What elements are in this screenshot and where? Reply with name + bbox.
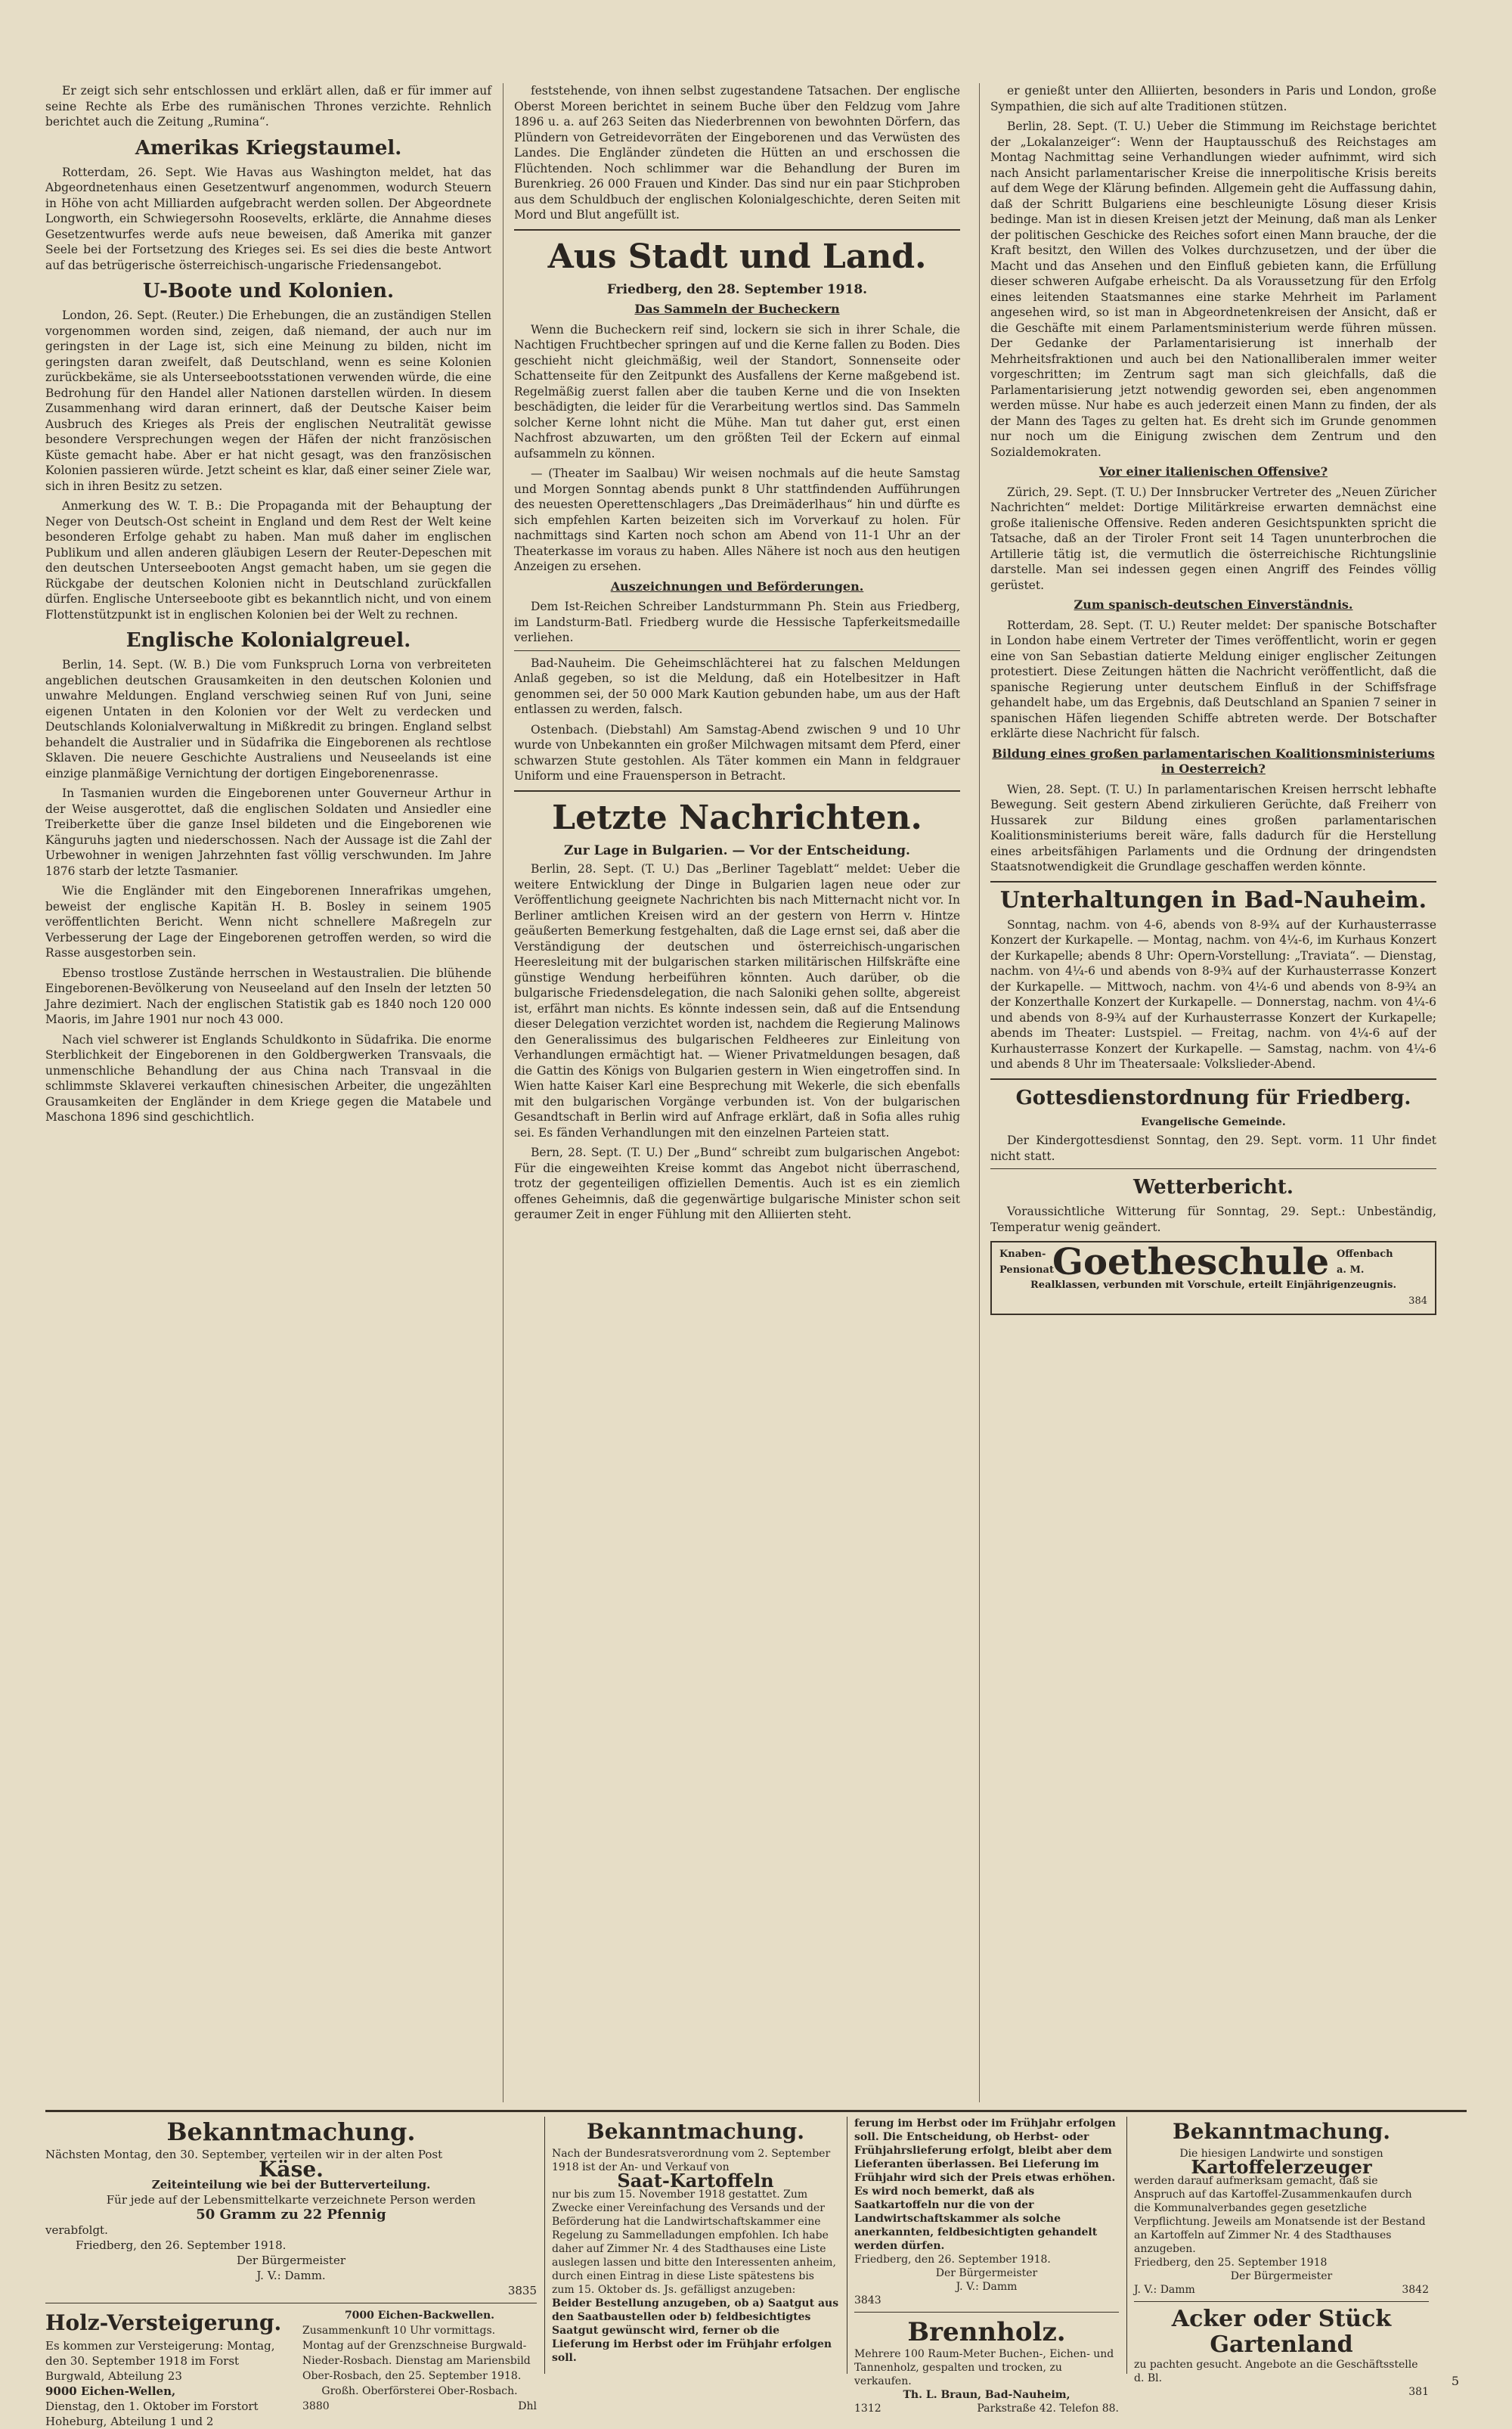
- article-text: — (Theater im Saalbau) Wir weisen nochmals auf die heute Samstag und Morgen Sonntag abends punkt 8 Uhr stattfindenden Aufführungen des neuesten Operettenschlagers „Das Dreimäderlhaus“ hin und dürfte es sich empfehlen Karten beizeiten sich im Vorverkauf zu holen. Für nachmittags sind Karten noch schon am Abend von 11-1 Uhr an der Theaterkasse im voraus zu haben. Alles Nähere ist noch aus den heutigen Anzeigen zu ersehen.: [514, 467, 960, 573]
- ad-text: zu pachten gesucht. Angebote an die Geschäftsstelle d. Bl.: [1134, 2359, 1418, 2384]
- ad-signature: J. V.: Damm.: [256, 2269, 326, 2282]
- subheading: Zur Lage in Bulgarien. — Vor der Entscheidung.: [564, 842, 910, 858]
- ad-backwellen: [302, 2308, 537, 2429]
- divider: [1134, 2301, 1429, 2302]
- ad-text: Zeiteinteilung wie bei der Butterverteilung.: [151, 2178, 431, 2192]
- article-text: Er zeigt sich sehr entschlossen und erklärt allen, daß er für immer auf seine Rechte als Erbe des rumänischen Thrones verzichte. Rehnlich berichtet auch die Zeitung „Rumina“.: [45, 84, 491, 129]
- ad-text: verabfolgt.: [45, 2223, 108, 2237]
- column-2: [514, 83, 960, 1227]
- headline-u-boote: U-Boote und Kolonien.: [142, 280, 395, 302]
- ad-date: Friedberg, den 25. September 1918: [1134, 2257, 1328, 2269]
- ad-signature: Großh. Oberförsterei Ober-Rosbach.: [321, 2385, 518, 2397]
- headline-letzte-nachrichten: Letzte Nachrichten.: [552, 798, 922, 837]
- article-text: Rotterdam, 26. Sept. Wie Havas aus Washington meldet, hat das Abgeordnetenhaus einen Gesetzentwurf angenommen, wodurch Steuern in Höhe von acht Milliarden aufgebracht werden sollen. Der Abgeordnete Longworth, ein Schwiegersohn Roosevelts, erklärte, die Annahme dieses Gesetzentwurfes werde aufs neue beweisen, daß Amerika mit ganzer Seele bei der Fortsetzung des Krieges sei. Es sei dies die beste Antwort auf das betrügerische österreichisch-ungarische Friedensangebot.: [45, 165, 491, 272]
- article-text: Wenn die Bucheckern reif sind, lockern sie sich in ihrer Schale, die Nachtigen Fruchtbecher springen auf und die Kerne fallen zu Boden. Dies geschieht nicht gleichmäßig, weil der Standort, Sonnenseite oder Schattenseite für den Zeitpunkt des Ausfallens der Kerne maßgebend ist. Regelmäßig zuerst fallen aber die tauben Kerne und die von Insekten beschädigten, die leider für die Verarbeitung wertlos sind. Das Sammeln solcher Kerne lohnt nicht die Mühe. Man tut daher gut, erst einen Nachfrost abzuwarten, um den größten Teil der Eckern auf einmal aufsammeln zu können.: [514, 322, 960, 461]
- ad-signature: Der Bürgermeister: [935, 2267, 1038, 2279]
- article-text: Der Kindergottesdienst Sonntag, den 29. Sept. vorm. 11 Uhr findet nicht statt.: [990, 1134, 1436, 1163]
- divider: [990, 1168, 1436, 1169]
- subheading: Zum spanisch-deutschen Einverständnis.: [1074, 597, 1353, 612]
- subheading: Auszeichnungen und Beförderungen.: [610, 579, 864, 594]
- divider: [990, 881, 1436, 883]
- dateline: Friedberg, den 28. September 1918.: [606, 281, 868, 297]
- divider: [990, 1078, 1436, 1080]
- ad-title: Bekanntmachung.: [1173, 2119, 1390, 2144]
- subheading: Bildung eines großen parlamentarischen Koalitionsministeriums in Oesterreich?: [992, 746, 1435, 776]
- ad-rule: [1126, 2117, 1127, 2374]
- page-number: 5: [1451, 2374, 1459, 2388]
- column-rule: [979, 83, 980, 2102]
- ad-signature: J. V.: Damm: [956, 2281, 1018, 2293]
- ad-title: Saat-Kartoffeln: [617, 2170, 774, 2192]
- article-text: Ebenso trostlose Zustände herrschen in Westaustralien. Die blühende Eingeborenen-Bevölkerung von Neuseeland auf den Inseln der letzten 50 Jahre dezimiert. Nach der englischen Statistik gab es 1840 noch 120 000 Maoris, im Jahre 1901 nur noch 43 000.: [45, 966, 491, 1026]
- article-text: Zürich, 29. Sept. (T. U.) Der Innsbrucker Vertreter des „Neuen Züricher Nachrichten“ meldet: Dortige Militärkreise erwarten demnächst eine große italienische Offensive. Reden anderen Gesichtspunkten spricht die Tatsache, daß an der Tiroler Front seit 14 Tagen ununterbrochen die Artillerie tätig ist, die vermutlich die österreichische Richtungslinie darstelle. Man sei indessen gegen einen Angriff des Feindes völlig gerüstet.: [990, 485, 1436, 592]
- ad-text: 50 Gramm zu 22 Pfennig: [196, 2207, 386, 2223]
- ad-number: 381: [1408, 2386, 1429, 2398]
- ad-address: Parkstraße 42. Telefon 88.: [977, 2403, 1119, 2415]
- article-text: feststehende, von ihnen selbst zugestandene Tatsachen. Der englische Oberst Moreen berichtet in seinem Buche über den Feldzug vom Jahre 1896 u. a. auf 263 Seiten das Niederbrennen von bewohnten Dörfern, das Plündern von Getreidevorräten der Eingeborenen und das Verwüsten des Landes. Die Engländer zündeten die Hütten an und erschossen die Flüchtenden. Noch schlimmer war die Behandlung der Buren im Burenkrieg. 26 000 Frauen und Kinder. Das sind nur ein paar Stichproben aus dem Schuldbuch der englischen Kolonialgeschichte, deren Seiten mit Mord und Blut angefüllt ist.: [514, 84, 960, 222]
- article-text: Nach viel schwerer ist Englands Schuldkonto in Südafrika. Die enorme Sterblichkeit der Eingeborenen in den Goldbergwerken Transvaals, die unmenschliche Behandlung der aus China nach Transvaal in die schlimmste Sklaverei verkauften chinesischen Arbeiter, die ungezählten Grausamkeiten der Engländer in dem Kriege gegen die Matabele und Maschona 1896 sind geschichtlich.: [45, 1032, 491, 1124]
- ad-signature: J. V.: Damm: [1134, 2284, 1195, 2296]
- divider: [514, 790, 960, 792]
- article-text: London, 26. Sept. (Reuter.) Die Erhebungen, die an zuständigen Stellen vorgenommen worden sind, zeigen, daß niemand, der auch nur im geringsten in der Lage ist, sich eine Meinung zu bilden, nicht im geringsten daran zweifelt, daß Deutschland, wenn es seine Kolonien zurückbekäme, sie als Unterseebootsstationen verwenden würde, die eine Bedrohung für den Handel aller Nationen darstellen würden. In diesem Zusammenhang wird daran erinnert, daß der Deutsche Kaiser beim Ausbruch des Krieges als Preis der englischen Neutralität gewisse besondere Versprechungen wegen der Häfen der nicht französischen Küste gemacht habe. Aber er hat nicht gesagt, was den französischen Kolonien passieren würde. Jetzt scheint es klar, daß einer seiner Ziele war, sich in ihren Besitz zu setzen.: [45, 309, 491, 493]
- ad-number: 384: [1408, 1295, 1427, 1307]
- ad-number: 3880: [302, 2400, 330, 2412]
- headline-aus-stadt-und-land: Aus Stadt und Land.: [547, 237, 927, 276]
- ad-kartoffelerzeuger: [1134, 2117, 1429, 2399]
- ad-label: Knaben-Pensionat: [999, 1249, 1054, 1276]
- headline-wetterbericht: Wetterbericht.: [1133, 1176, 1294, 1199]
- ad-signature: Der Bürgermeister: [236, 2254, 346, 2267]
- article-text: Berlin, 14. Sept. (W. B.) Die vom Funkspruch Lorna von verbreiteten angeblichen deutschen Grausamkeiten in den deutschen Kolonien und unwahre Meldungen. England verschwieg seinen Ruf von Juni, seine eigenen Untaten in den Kolonien vor der Welt zu verdecken und Deutschlands Kolonialverwaltung in Mißkredit zu bringen. England selbst behandelt die Australier und in Südafrika die Eingeborenen als rechtlose Sklaven. Die neuere Geschichte Australiens und Neuseelands ist eine einzige planmäßige Vernichtung der dortigen Eingeborenenrasse.: [45, 658, 491, 780]
- ad-number: 1312: [854, 2403, 881, 2415]
- ad-text: Es kommen zur Versteigerung: Montag, den 30. September 1918 im Forst Burgwald, Abteilung 23: [45, 2339, 275, 2383]
- article-text: Voraussichtliche Witterung für Sonntag, 29. Sept.: Unbeständig, Temperatur wenig geändert.: [990, 1205, 1436, 1234]
- article-text: In Tasmanien wurden die Eingeborenen unter Gouverneur Arthur in der Weise ausgerottet, daß die englischen Soldaten und Ansiedler eine Treiberkette über die ganze Insel bildeten und die Eingeborenen wie Känguruhs jagten und niederschossen. Nach der Aussage ist die Zahl der Urbewohner in wenigen Jahrzehnten fast völlig verschwunden. Im Jahre 1876 starb der letzte Tasmanier.: [45, 786, 491, 878]
- ad-title: Kartoffelerzeuger: [1191, 2156, 1372, 2178]
- ad-text: ferung im Herbst oder im Frühjahr erfolgen soll. Die Entscheidung, ob Herbst- oder Frühjahrslieferung erfolgt, bleibt aber dem Lieferanten überlassen. Bei Lieferung im Frühjahr wird sich der Preis etwas erhöhen. Es wird noch bemerkt, daß als Saatkartoffeln nur die von der Landwirtschaftskammer als solche anerkannten, feldbesichtigten gehandelt werden dürfen.: [854, 2117, 1116, 2252]
- ad-text: Nach der Bundesratsverordnung vom 2. September 1918 ist der An- und Verkauf von: [552, 2148, 831, 2173]
- ad-title: Bekanntmachung.: [587, 2119, 804, 2144]
- article-text: Berlin, 28. Sept. (T. U.) Ueber die Stimmung im Reichstage berichtet der „Lokalanzeiger“: Wenn der Hauptausschuß des Reichstages am Montag Nachmittag seine Verhandlungen wieder aufnimmt, wird sich nach Ansicht parlamentarischer Kreise die innerpolitische Krisis bereits auf dem Wege der Klärung befinden. Allgemein geht die Auffassung dahin, daß der Schritt Bulgariens eine beschleunigte Lösung dieser Krisis bedinge. Man ist in diesen Kreisen jetzt der Meinung, daß man als Lenker der politischen Geschicke des Reiches sofort einen Mann brauche, der die Kraft besitzt, den Willen des Volkes durchzusetzen, und der über die Macht und das Ansehen und den Einfluß gebieten kann, die Erfüllung dieser schweren Aufgabe erheischt. Da als Voraussetzung für den Erfolg eines leitenden Staatsmannes eine starke Mehrheit im Parlament angesehen wird, so ist man in Abgeordnetenkreisen der Ansicht, daß er die Geschäfte mit einem Parlamentsministerium werde führen müssen. Der Gedanke der Parlamentarisierung ist innerhalb der Mehrheitsfraktionen und auch bei den Nationalliberalen immer weiter vorgeschritten; im Zentrum sagt man sich gleichfalls, daß die Parlamentarisierung jetzt notwendig geworden sei, eben angenommen werden müsse. Nur habe es auch jederzeit einen Mann zu finden, der als der Mann des Tages zu gelten hat. Es dreht sich im Grunde genommen nur noch um die Einigung zwischen dem Zentrum und den Sozialdemokraten.: [990, 119, 1436, 459]
- ad-title: Bekanntmachung.: [166, 2117, 416, 2146]
- ad-number: 3835: [507, 2284, 537, 2297]
- ad-text: Realklassen, verbunden mit Vorschule, erteilt Einjährigenzeugnis.: [1030, 1280, 1396, 1291]
- article-text: Ostenbach. (Diebstahl) Am Samstag-Abend zwischen 9 und 10 Uhr wurde von Unbekannten ein großer Milchwagen mitsamt dem Pferd, einer schwarzen Stute gestohlen. Als Täter kommen ein Mann in feldgrauer Uniform und eine Frauensperson in Betracht.: [514, 722, 960, 783]
- ad-title: Goetheschule: [1052, 1241, 1329, 1284]
- article-text: Wien, 28. Sept. (T. U.) In parlamentarischen Kreisen herrscht lebhafte Bewegung. Seit gestern Abend zirkulieren Gerüchte, daß Freiherr von Hussarek zur Bildung eines großen parlamentarischen Koalitionsministeriums bereit wäre, falls dadurch für die Herstellung eines arbeitsfähigen Parlaments und die Ordnung der dringendsten Staatsnotwendigkeit die Grundlage geschaffen werden könnte.: [990, 782, 1436, 873]
- goetheschule-ad: [990, 1241, 1436, 1315]
- divider: [514, 650, 960, 651]
- article-text: Anmerkung des W. T. B.: Die Propaganda mit der Behauptung der Neger von Deutsch-Ost scheint in England und dem Rest der Welt keine besonderen Erfolge gehabt zu haben. Man muß daher im englischen Publikum und allen anderen gläubigen Lesern der Reuter-Depeschen mit den deutschen Unterseebooten Angst gemacht haben, um sie gegen die Rückgabe der deutschen Kolonien nicht in Deutschland zurückfallen dürfen. Englische Unterseeboote gibt es bekanntlich nicht, und von einem Flottenstützpunkt ist in englischen Kolonien bei der Welt zu rechnen.: [45, 499, 491, 622]
- ad-location: Offenbach a. M.: [1336, 1249, 1393, 1276]
- ad-text: 9000 Eichen-Wellen,: [45, 2384, 176, 2398]
- ad-text: nur bis zum 15. November 1918 gestattet. Zum Zwecke einer Vereinfachung des Versands und der Beförderung hat die Landwirtschaftskammer eine Regelung zu Sammelladungen empfohlen. Ich habe daher auf Zimmer Nr. 4 des Stadthauses eine Liste auslegen lassen und bitte den Interessenten anheim, durch einen Eintrag in diese Liste spätestens bis zum 15. Oktober ds. Js. gefälligst anzugeben:: [552, 2189, 836, 2296]
- advertisement-section: [45, 2110, 1467, 2428]
- ad-title: Acker oder Stück Gartenland: [1171, 2306, 1392, 2358]
- ad-number: 3842: [1402, 2284, 1429, 2296]
- ad-date: Friedberg, den 26. September 1918.: [854, 2254, 1051, 2266]
- ad-kaese: [45, 2117, 537, 2429]
- article-text: Dem Ist-Reichen Schreiber Landsturmmann Ph. Stein aus Friedberg, im Landsturm-Batl. Friedberg wurde die Hessische Tapferkeitsmedaille verliehen.: [514, 600, 960, 644]
- article-text: Rotterdam, 28. Sept. (T. U.) Reuter meldet: Der spanische Botschafter in London habe einem Vertreter der Times veröffentlicht, worin er gegen eine von San Sebastian datierte Meldung einiger englischer Zeitungen protestiert. Diese Zeitungen hätten die Nachricht veröffentlicht, daß die spanische Regierung unter deutschem Einfluß in der Schiffsfrage gehandelt habe, um das Ergebnis, daß Deutschland an Spanien 7 seiner in spanischen Häfen liegenden Schiffe abtreten werde. Der Botschafter erklärte diese Nachricht für falsch.: [990, 618, 1436, 740]
- ad-signature: Th. L. Braun, Bad-Nauheim,: [903, 2389, 1070, 2401]
- ad-text: werden darauf aufmerksam gemacht, daß sie Anspruch auf das Kartoffel-Zusammenkaufen durch die Kommunalverbandes gegen gesetzliche Verpflichtung. Jeweils am Monatsende ist der Bestand an Kartoffeln auf Zimmer Nr. 4 des Stadthauses anzugeben.: [1134, 2175, 1426, 2255]
- article-text: er genießt unter den Alliierten, besonders in Paris und London, große Sympathien, die sich auf alte Traditionen stützen.: [990, 84, 1436, 113]
- divider: [854, 2312, 1119, 2313]
- ad-text: Zusammenkunft 10 Uhr vormittags. Montag auf der Grenzschneise Burgwald-Nieder-Rosbach. Dienstag am Mariensbild: [302, 2325, 531, 2367]
- headline-amerikas-kriegstaumel: Amerikas Kriegstaumel.: [135, 136, 402, 160]
- ad-text: Mehrere 100 Raum-Meter Buchen-, Eichen- und Tannenholz, gespalten und trocken, zu verkaufen.: [854, 2348, 1114, 2387]
- ad-text: Dienstag, den 1. Oktober im Forstort Hoheburg, Abteilung 1 und 2: [45, 2400, 259, 2428]
- ad-text: Für jede auf der Lebensmittelkarte verzeichnete Person werden: [106, 2193, 476, 2207]
- article-text: Berlin, 28. Sept. (T. U.) Das „Berliner Tageblatt“ meldet: Ueber die weitere Entwicklung der Dinge in Bulgarien lagen neue oder zur Veröffentlichung geeignete Nachrichten bis nach Mitternacht nicht vor. In Berliner amtlichen Kreisen wird an der gestern von Herrn v. Hintze geäußerten Bemerkung festgehalten, daß die Lage ernst sei, daß aber die Verständigung der deutschen und österreichisch-ungarischen Heeresleitung mit der bulgarischen starken militärischen Hilfskräfte eine günstige Wendung herbeiführen könnten. Auch darüber, ob die bulgarische Friedensdelegation, die nach Saloniki gehen sollte, abgereist ist, erfährt man nichts. Es könnte indessen sein, daß auf die Entsendung dieser Delegation verzichtet worden ist, nachdem die Regierung Malinows den Generalissimus des bulgarischen Feldheeres zur Einleitung von Verhandlungen ermächtigt hat. — Wiener Privatmeldungen besagen, daß die Gattin des Königs von Bulgarien gestern in Wien eingetroffen sind. In Wien hatte Kaiser Karl eine Besprechung mit Wekerle, die sich ebenfalls mit den bulgarischen Vorgänge verbunden ist. Von der bulgarischen Gesandtschaft in Berlin wird auf Anfrage erklärt, daß in Sofia alles ruhig sei. Es fänden Verhandlungen mit den einzelnen Parteien statt.: [514, 862, 960, 1140]
- ad-saatkartoffeln: [552, 2117, 839, 2365]
- ad-text: Nächsten Montag, den 30. September, verteilen wir in der alten Post: [45, 2148, 443, 2161]
- newspaper-page: [45, 83, 1467, 2428]
- ad-rule: [544, 2117, 545, 2374]
- headline-kolonialgreuel: Englische Kolonialgreuel.: [125, 629, 411, 652]
- ad-signature: Der Bürgermeister: [1230, 2270, 1333, 2282]
- article-text: Sonntag, nachm. von 4-6, abends von 8-9¾ auf der Kurhausterrasse Konzert der Kurkapelle. — Montag, nachm. von 4¼-6, im Kurhaus Konzert der Kurkapelle; abends 8 Uhr: Opern-Vorstellung: „Traviata“. — Dienstag, nachm. von 4¼-6 und abends von 8-9¾ auf der Kurhausterrasse Konzert der Kurkapelle. — Mittwoch, nachm. von 4¼-6 und abends von 8-9¾ an der Konzerthalle Konzert der Kurkapelle. — Donnerstag, nachm. von 4¼-6 und abends von 8-9¾ auf der Kurhausterrasse Konzert der Kurkapelle; abends im Theater: Lustspiel. — Freitag, nachm. von 4¼-6 auf der Kurhausterrasse Konzert der Kurkapelle. — Samstag, nachm. von 4¼-6 und abends 8 Uhr im Theatersaale: Volkslieder-Abend.: [990, 917, 1436, 1071]
- column-3: [990, 83, 1436, 1321]
- ad-number: 3843: [854, 2294, 881, 2306]
- ad-date: Ober-Rosbach, den 25. September 1918.: [302, 2370, 522, 2382]
- column-1: [45, 83, 491, 1130]
- article-text: Bad-Nauheim. Die Geheimschlächterei hat zu falschen Meldungen Anlaß gegeben, so ist die Meldung, daß ein Hotelbesitzer in Haft genommen sei, der 50 000 Mark Kaution gebunden habe, um aus der Haft entlassen zu werden, falsch.: [514, 656, 960, 716]
- subheading: Das Sammeln der Bucheckern: [634, 302, 840, 316]
- divider: [514, 229, 960, 231]
- ad-date: Friedberg, den 26. September 1918.: [76, 2238, 287, 2252]
- ad-title: 7000 Eichen-Backwellen.: [344, 2310, 495, 2322]
- article-text: Bern, 28. Sept. (T. U.) Der „Bund“ schreibt zum bulgarischen Angebot: Für die eingeweihten Kreise kommt das Angebot nicht überraschend, trotz der gegenteiligen offiziellen Dementis. Auch ist es ein ziemlich offenes Geheimnis, daß die gegenwärtige bulgarische Minister schon seit geraumer Zeit in enger Fühlung mit den Alliierten steht.: [514, 1146, 960, 1221]
- ad-text: Die hiesigen Landwirte und sonstigen: [1179, 2148, 1383, 2160]
- ad-kartoffel-cont: [854, 2117, 1119, 2415]
- headline-gottesdienstordnung: Gottesdienstordnung für Friedberg.: [1015, 1086, 1411, 1109]
- headline-unterhaltungen: Unterhaltungen in Bad-Nauheim.: [999, 886, 1427, 914]
- ad-title: Holz-Versteigerung.: [45, 2310, 282, 2335]
- ad-title: Käse.: [259, 2157, 324, 2182]
- subheading: Vor einer italienischen Offensive?: [1098, 464, 1328, 479]
- ad-title: Brennholz.: [907, 2317, 1066, 2347]
- ad-signature: Dhl: [518, 2400, 537, 2412]
- ad-holz: [45, 2308, 295, 2429]
- article-text: Wie die Engländer mit den Eingeborenen Innerafrikas umgehen, beweist der englische Kapitän H. B. Bosley in seinem 1905 veröffentlichten Bericht. Wenn nicht schnellere Maßregeln zur Verbesserung der Lage der Eingeborenen getroffen werden, so wird die Rasse ausgestorben sein.: [45, 884, 491, 960]
- subheading: Evangelische Gemeinde.: [1141, 1115, 1286, 1128]
- ad-text: Beider Bestellung anzugeben, ob a) Saatgut aus den Saatbaustellen oder b) feldbesichtigtes Saatgut gewünscht wird, ferner ob die Lieferung im Herbst oder im Frühjahr erfolgen soll.: [552, 2297, 839, 2364]
